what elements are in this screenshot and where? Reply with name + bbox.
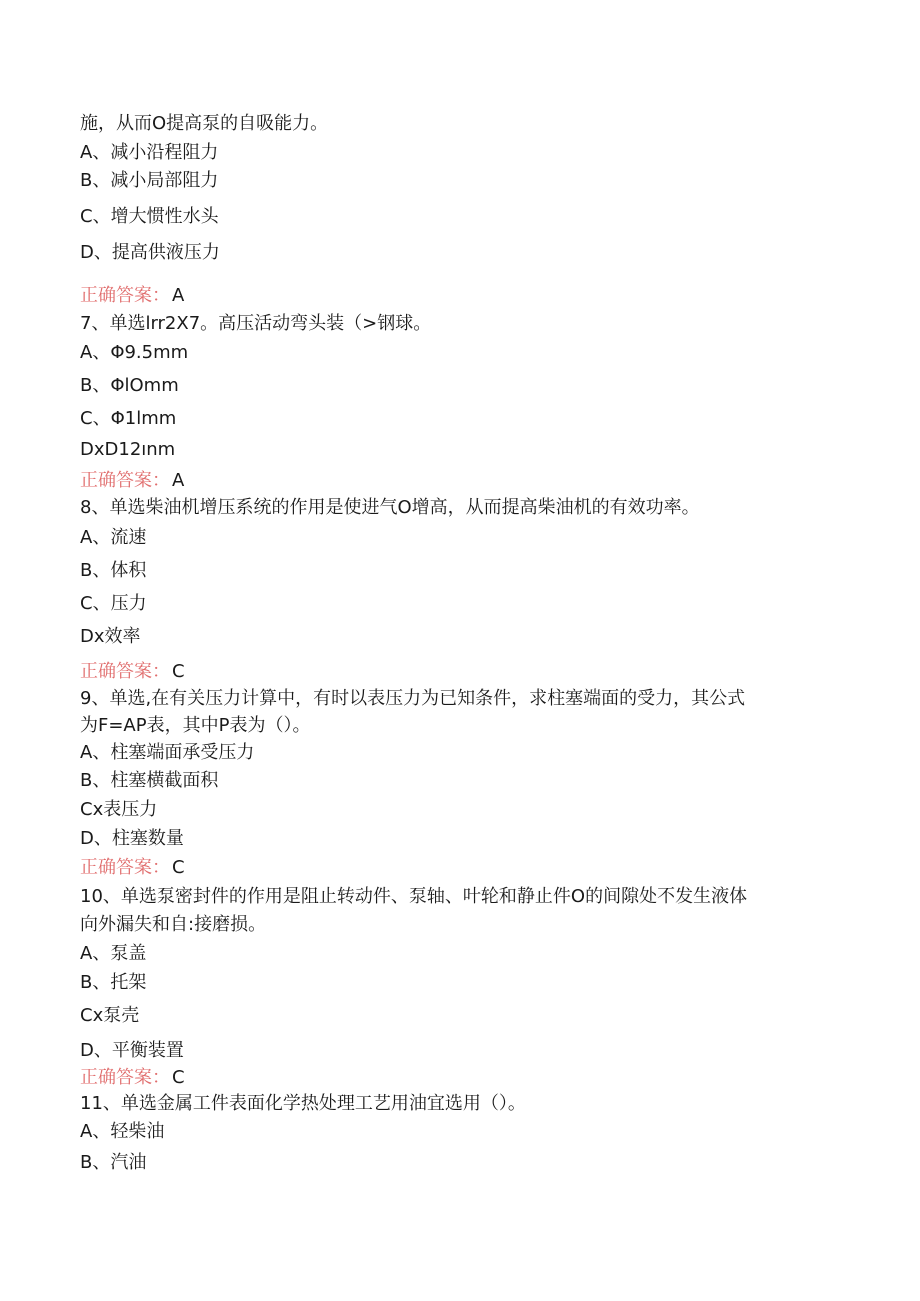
option-d: DxD12ınm <box>80 439 176 460</box>
option-b: B、汽油 <box>80 1152 147 1173</box>
question-text: 7、单选lrr2X7。高压活动弯头装（>钢球。 <box>80 313 432 334</box>
option-b: B、柱塞横截面积 <box>80 770 219 791</box>
option-c: C、增大惯性水头 <box>80 206 219 227</box>
question-text: 施，从而O提高泵的自吸能力。 <box>80 113 329 134</box>
answer-value: C <box>172 857 185 878</box>
option-d: D、柱塞数量 <box>80 828 184 849</box>
answer-label: 正确答案： <box>80 1067 170 1088</box>
option-d: Dx效率 <box>80 626 141 647</box>
question-text: 10、单选泵密封件的作用是阻止转动件、泵轴、叶轮和静止件O的间隙处不发生液体 <box>80 886 748 907</box>
option-c: Cx表压力 <box>80 799 158 820</box>
correct-answer <box>80 661 185 683</box>
correct-answer <box>80 285 184 307</box>
option-a: A、泵盖 <box>80 943 147 964</box>
option-a: A、轻柴油 <box>80 1121 165 1142</box>
correct-answer <box>80 857 185 879</box>
answer-label: 正确答案： <box>80 661 170 682</box>
option-b: B、体积 <box>80 560 147 581</box>
option-d: D、提高供液压力 <box>80 242 220 263</box>
correct-answer <box>80 1067 185 1089</box>
correct-answer <box>80 470 184 492</box>
option-c: C、Φ1lmm <box>80 408 177 429</box>
answer-label: 正确答案： <box>80 285 170 306</box>
option-a: A、柱塞端面承受压力 <box>80 742 255 763</box>
option-c: Cx泵壳 <box>80 1005 140 1026</box>
option-a: A、Φ9.5mm <box>80 342 189 363</box>
answer-label: 正确答案： <box>80 470 170 491</box>
answer-value: C <box>172 661 185 682</box>
answer-value: C <box>172 1067 185 1088</box>
option-b: B、ΦlOmm <box>80 375 179 396</box>
option-c: C、压力 <box>80 593 147 614</box>
question-text: 8、单选柴油机增压系统的作用是使进气O增高，从而提高柴油机的有效功率。 <box>80 497 700 518</box>
question-text: 9、单选,在有关压力计算中，有时以表压力为已知条件，求柱塞端面的受力，其公式 <box>80 688 746 709</box>
option-b: B、减小局部阻力 <box>80 170 219 191</box>
question-text-cont: 为F=AP表，其中P表为（）。 <box>80 715 311 736</box>
answer-label: 正确答案： <box>80 857 170 878</box>
question-text: 11、单选金属工件表面化学热处理工艺用油宜选用（）。 <box>80 1093 526 1114</box>
option-a: A、减小沿程阻力 <box>80 142 219 163</box>
answer-value: A <box>172 285 185 306</box>
option-a: A、流速 <box>80 527 147 548</box>
option-d: D、平衡装置 <box>80 1040 184 1061</box>
answer-value: A <box>172 470 185 491</box>
option-b: B、托架 <box>80 972 147 993</box>
question-text-cont: 向外漏失和自:接磨损。 <box>80 914 267 935</box>
